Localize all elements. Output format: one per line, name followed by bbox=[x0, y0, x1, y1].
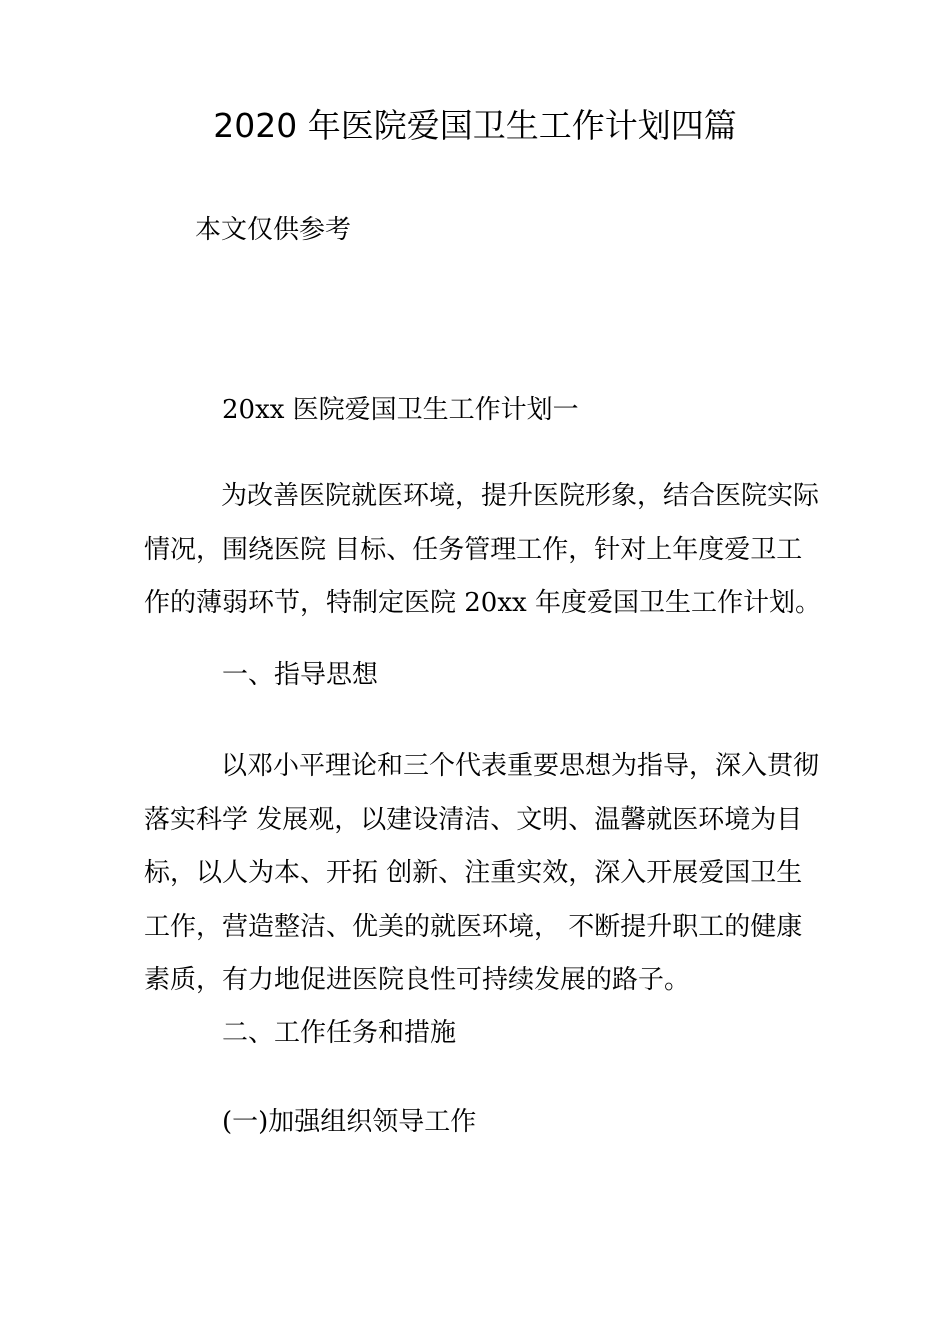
paragraph-line: 标，以人为本、开拓 创新、注重实效，深入开展爱国卫生 bbox=[144, 858, 803, 888]
reference-note: 本文仅供参考 bbox=[195, 215, 352, 245]
paragraph-line: 工作，营造整洁、优美的就医环境， 不断提升职工的健康 bbox=[144, 911, 803, 942]
heading-tasks-measures: 二、工作任务和措施 bbox=[222, 1018, 457, 1048]
section-title: 20xx 医院爱国卫生工作计划一 bbox=[222, 395, 579, 425]
intro-paragraph bbox=[144, 470, 821, 631]
paragraph-line: 落实科学 发展观，以建设清洁、文明、温馨就医环境为目 bbox=[144, 804, 803, 835]
paragraph-line: 素质，有力地促进医院良性可持续发展的路子。 bbox=[144, 965, 691, 995]
paragraph-line: 作的薄弱环节，特制定医院 20xx 年度爱国卫生工作计划。 bbox=[144, 588, 821, 618]
paragraph-line: 以邓小平理论和三个代表重要思想为指导，深入贯彻 bbox=[221, 751, 820, 781]
subheading-organization: (一)加强组织领导工作 bbox=[222, 1107, 477, 1137]
paragraph-line: 情况，围绕医院 目标、任务管理工作，针对上年度爱卫工 bbox=[144, 534, 803, 565]
heading-guiding-ideology: 一、指导思想 bbox=[222, 660, 379, 690]
document-title: 2020 年医院爱国卫生工作计划四篇 bbox=[213, 106, 737, 145]
guideline-paragraph bbox=[144, 740, 820, 1008]
paragraph-line: 为改善医院就医环境，提升医院形象，结合医院实际 bbox=[221, 481, 820, 511]
